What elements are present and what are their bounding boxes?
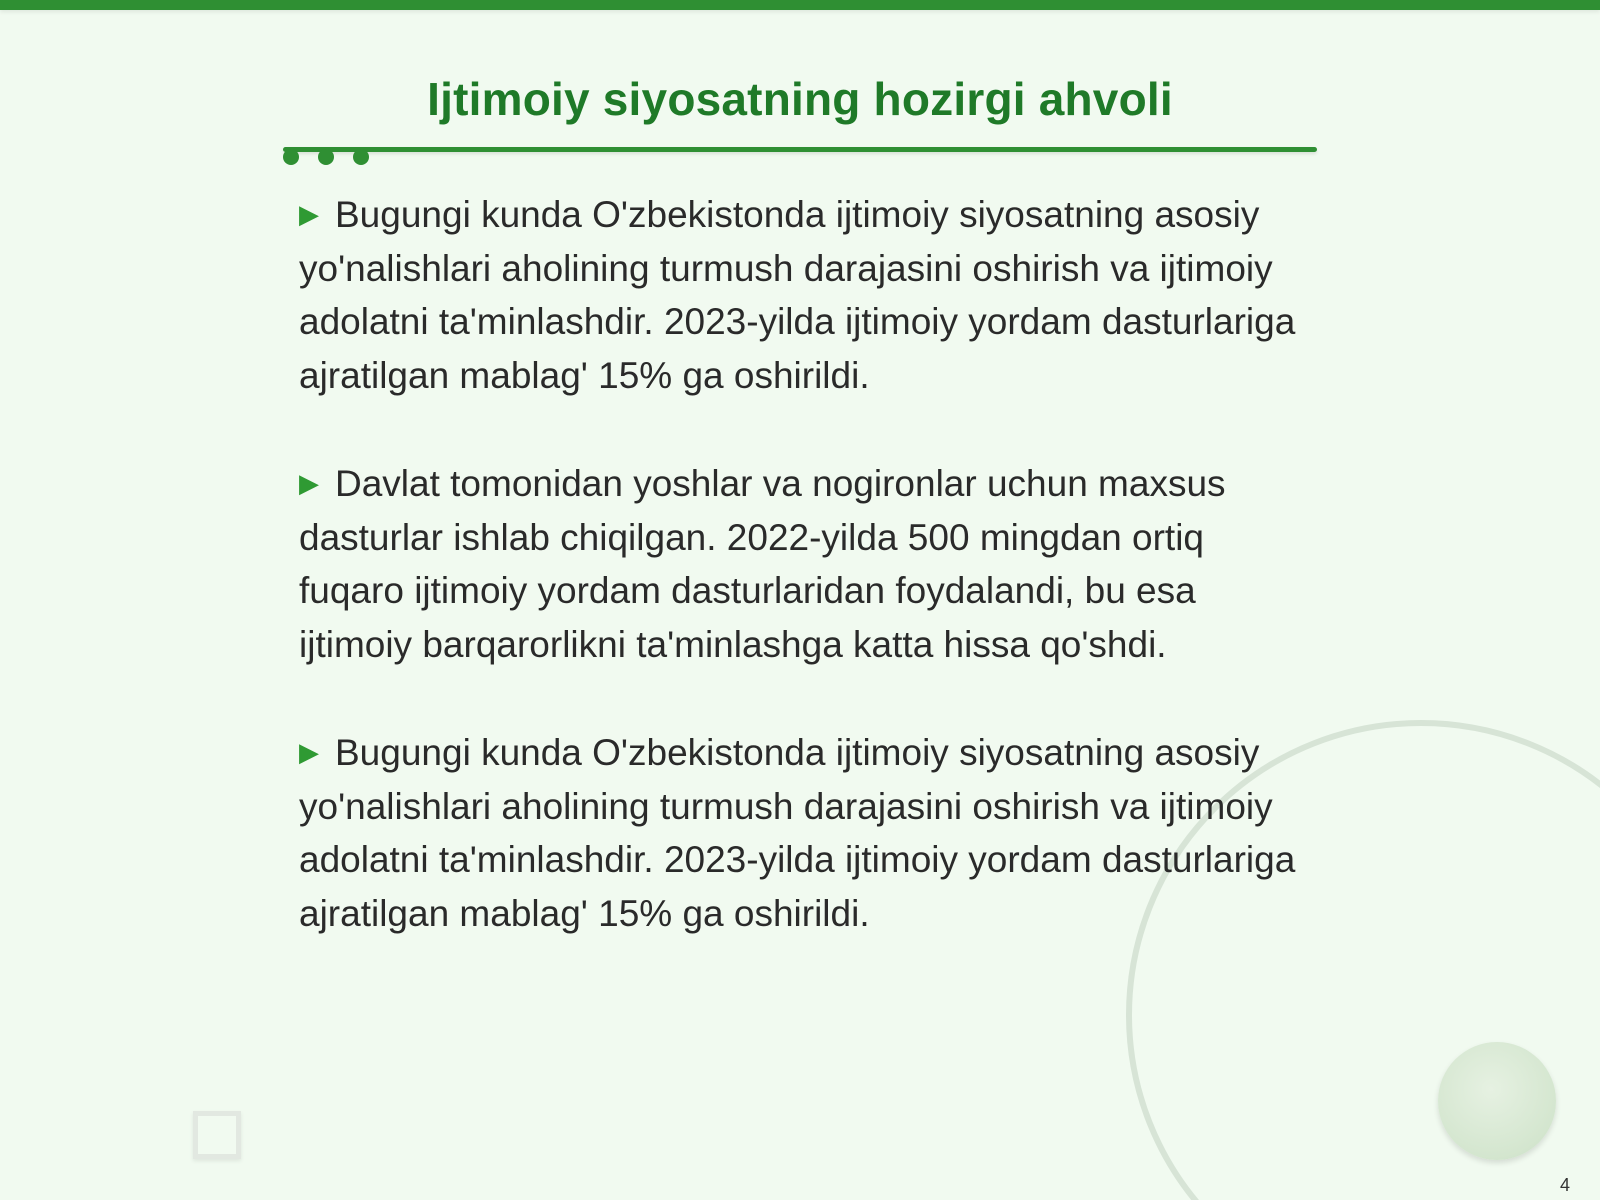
bullet-paragraph bbox=[299, 188, 1299, 402]
decorative-dot bbox=[283, 149, 299, 165]
decorative-dot bbox=[353, 149, 369, 165]
play-triangle-icon: ▶ bbox=[299, 468, 319, 498]
decorative-square bbox=[193, 1111, 241, 1159]
bullet-text: Davlat tomonidan yoshlar va nogironlar uchun maxsus dasturlar ishlab chiqilgan. 2022-yilda 500 mingdan ortiq fuqaro ijtimoiy yordam dasturlaridan foydalandi, bu esa ijtimoiy barqarorlikni ta'minlashga katta hissa qo'shdi. bbox=[299, 463, 1226, 665]
play-triangle-icon: ▶ bbox=[299, 737, 319, 767]
bullet-text: Bugungi kunda O'zbekistonda ijtimoiy siyosatning asosiy yo'nalishlari aholining turmush darajasini oshirish va ijtimoiy adolatni ta'minlashdir. 2023-yilda ijtimoiy yordam dasturlariga ajratilgan mablag' 15% ga oshirildi. bbox=[299, 732, 1296, 934]
top-accent-bar bbox=[0, 0, 1600, 10]
bullet-paragraph bbox=[299, 726, 1299, 940]
bullet-list bbox=[299, 188, 1299, 995]
decorative-disc bbox=[1438, 1042, 1556, 1160]
page-number: 4 bbox=[1559, 1175, 1570, 1195]
play-triangle-icon: ▶ bbox=[299, 199, 319, 229]
bullet-text: Bugungi kunda O'zbekistonda ijtimoiy siyosatning asosiy yo'nalishlari aholining turmush darajasini oshirish va ijtimoiy adolatni ta'minlashdir. 2023-yilda ijtimoiy yordam dasturlariga ajratilgan mablag' 15% ga oshirildi. bbox=[299, 194, 1296, 396]
slide-title: Ijtimoiy siyosatning hozirgi ahvoli bbox=[427, 73, 1173, 125]
bullet-paragraph bbox=[299, 457, 1299, 671]
decorative-dot bbox=[318, 149, 334, 165]
title-underline bbox=[283, 147, 1317, 152]
